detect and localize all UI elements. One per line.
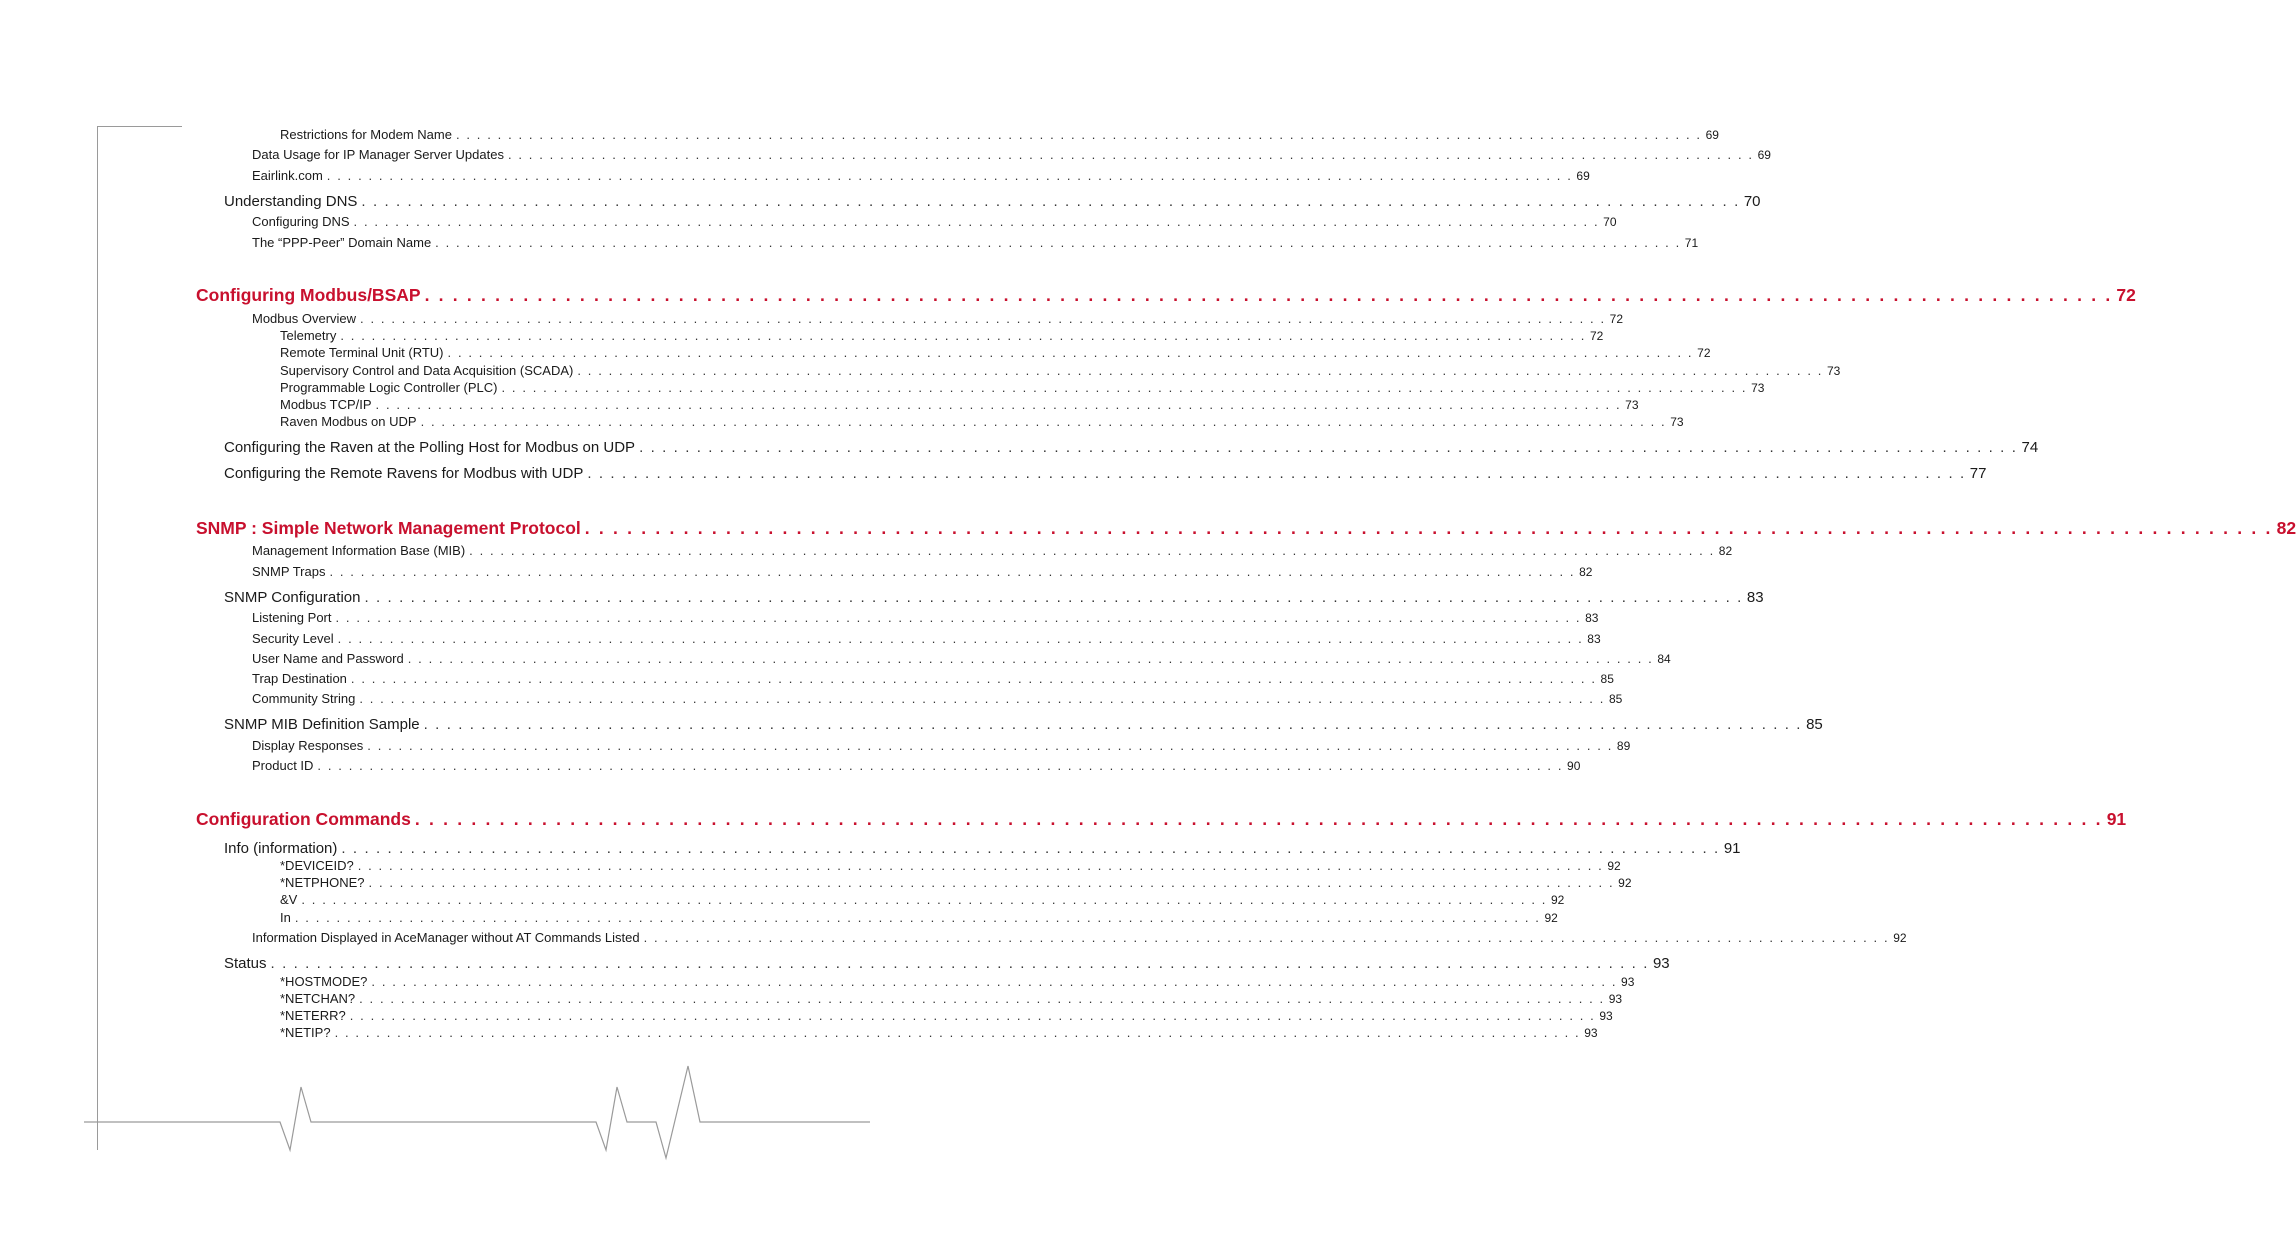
toc-entry-title: SNMP Configuration xyxy=(224,589,361,606)
toc-entry[interactable] xyxy=(280,875,1632,890)
toc-page-number: 93 xyxy=(1599,1009,1613,1023)
toc-leader-dots: . . . . . . . . . . . . . . . . . . . . . . . . . . . . . . . . . . . . . . . . . . . . . . . . . . . . . . . . . . . . . . . . . . . . . . . . . . . . . . . . . . . . . . . . . . . . . . . . . . . . . . . . . . . . . . . . . . . . . . . . xyxy=(371,974,1618,989)
toc-page-number: 91 xyxy=(2106,809,2127,829)
toc-leader-dots: . . . . . . . . . . . . . . . . . . . . . . . . . . . . . . . . . . . . . . . . . . . . . . . . . . . . . . . . . . . . . . . . . . . . . . . . . . . . . . . . . . . . . . . . . . . . . . . . . . . . . . . . . . . . . . . . . . . . . . . . xyxy=(639,439,2018,456)
toc-page-number: 82 xyxy=(2276,518,2296,538)
toc-page-number: 92 xyxy=(1550,893,1565,907)
toc-entry[interactable] xyxy=(252,631,1601,646)
toc-leader-dots: . . . . . . . . . . . . . . . . . . . . . . . . . . . . . . . . . . . . . . . . . . . . . . . . . . . . . . . . . . . . . . . . . . . . . . . . . . . . . . . . . . . . . . . . . . . . . . . . . . . . . . . . . . . . . . . . . . . . . . . . xyxy=(359,991,1605,1006)
toc-leader-dots: . . . . . . . . . . . . . . . . . . . . . . . . . . . . . . . . . . . . . . . . . . . . . . . . . . . . . . . . . . . . . . . . . . . . . . . . . . . . . . . . . . . . . . . . . . . . . . . . . . . . . . . . . . . . . . . . . . . . . . . . xyxy=(423,716,1803,733)
toc-leader-dots: . . . . . . . . . . . . . . . . . . . . . . . . . . . . . . . . . . . . . . . . . . . . . . . . . . . . . . . . . . . . . . . . . . . . . . . . . . . . . . . . . . . . . . . . . . . . . . . . . . . . . . . . . . . . . . . . . . . . . . . . xyxy=(340,328,1586,343)
toc-entry-title: Product ID xyxy=(252,758,314,773)
toc-entry-title: Remote Terminal Unit (RTU) xyxy=(280,345,444,360)
toc-entry-title: *NETERR? xyxy=(280,1008,346,1023)
toc-entry-title: Programmable Logic Controller (PLC) xyxy=(280,380,498,395)
toc-entry-title: Community String xyxy=(252,691,356,706)
toc-entry-title: In xyxy=(280,910,291,925)
toc-page-number: 92 xyxy=(1618,876,1632,890)
toc-entry[interactable] xyxy=(280,345,1711,360)
toc-entry[interactable] xyxy=(252,671,1614,686)
toc-entry-title: Restrictions for Modem Name xyxy=(280,127,452,142)
toc-leader-dots: . . . . . . . . . . . . . . . . . . . . . . . . . . . . . . . . . . . . . . . . . . . . . . . . . . . . . . . . . . . . . . . . . . . . . . . . . . . . . . . . . . . . . . . . . . . . . . . . . . . . . . . . . . . . . . . . . . . . . . . . xyxy=(329,564,1576,579)
toc-leader-dots: . . . . . . . . . . . . . . . . . . . . . . . . . . . . . . . . . . . . . . . . . . . . . . . . . . . . . . . . . . . . . . . . . . . . . . . . . . . . . . . . . . . . . . . . . . . . . . . . . . . . . . . . . . . . . . . . . . . . . . . . xyxy=(435,235,1681,250)
toc-page-number: 82 xyxy=(1579,565,1593,579)
toc-page-number: 85 xyxy=(1806,716,1823,733)
toc-page-number: 85 xyxy=(1600,672,1614,686)
toc-entry[interactable] xyxy=(252,691,1623,706)
toc-entry[interactable] xyxy=(252,651,1671,666)
toc-entry[interactable] xyxy=(224,840,1741,857)
toc-page-number: 73 xyxy=(1826,364,1841,378)
toc-entry-title: Info (information) xyxy=(224,840,338,857)
toc-entry[interactable] xyxy=(252,168,1590,183)
toc-page-number: 91 xyxy=(1723,840,1741,857)
toc-page-number: 69 xyxy=(1705,128,1719,142)
toc-entry[interactable] xyxy=(252,214,1617,229)
toc-leader-dots: . . . . . . . . . . . . . . . . . . . . . . . . . . . . . . . . . . . . . . . . . . . . . . . . . . . . . . . . . . . . . . . . . . . . . . . . . . . . . . . . . . . . . . . . . . . . . . . . . . . . . . . . . . . . . . . . . . . . . . . . xyxy=(455,127,1702,142)
footer-wave-line xyxy=(84,1066,870,1158)
toc-leader-dots: . . . . . . . . . . . . . . . . . . . . . . . . . . . . . . . . . . . . . . . . . . . . . . . . . . . . . . . . . . . . . . . . . . . . . . . . . . . . . . . . . . . . . . . . . . . . . . . . . . . . . . . . . . . . . . . . . . . . . . . . xyxy=(294,910,1541,925)
toc-entry-title: SNMP MIB Definition Sample xyxy=(224,716,420,733)
toc-page-number: 93 xyxy=(1621,975,1635,989)
toc-entry-title: Management Information Base (MIB) xyxy=(252,543,466,558)
toc-entry-title: Configuration Commands xyxy=(196,809,411,829)
toc-page-number: 72 xyxy=(1589,329,1604,343)
toc-entry-title: *NETCHAN? xyxy=(280,991,356,1006)
toc-leader-dots: . . . . . . . . . . . . . . . . . . . . . . . . . . . . . . . . . . . . . . . . . . . . . . . . . . . . . . . . . . . . . . . . . . . . . . . . . . . . . . . . . . . . . . . . . . . . . . . . . . . . . . . . . . . . . . . . . . . . . . . . xyxy=(507,147,1754,162)
toc-page-number: 69 xyxy=(1576,169,1590,183)
toc-page-number: 85 xyxy=(1608,692,1623,706)
toc-entry[interactable] xyxy=(280,397,1639,412)
toc-entry-title: Modbus TCP/IP xyxy=(280,397,372,412)
toc-entry[interactable] xyxy=(252,543,1733,558)
toc-entry-title: Configuring Modbus/BSAP xyxy=(196,285,421,305)
toc-page-number: 77 xyxy=(1969,465,1987,482)
toc-leader-dots: . . . . . . . . . . . . . . . . . . . . . . . . . . . . . . . . . . . . . . . . . . . . . . . . . . . . . . . . . . . . . . . . . . . . . . . . . . . . . . . . . . . . . . . . . . . . . . . . . . . . . . . . . . . . . . . . . . . . . . . . xyxy=(360,311,1606,326)
toc-entry[interactable] xyxy=(280,363,1841,378)
toc-entry[interactable] xyxy=(224,955,1670,972)
toc-leader-dots: . . . . . . . . . . . . . . . . . . . . . . . . . . . . . . . . . . . . . . . . . . . . . . . . . . . . . . . . . . . . . . . . . . . . . . . . . . . . . . . . . . . . . . . . . . . . . . . . . . . . . . . . . . . . . . . . . . . . . . . . xyxy=(364,589,1743,606)
toc-entry[interactable] xyxy=(252,610,1599,625)
toc-page-number: 90 xyxy=(1567,759,1581,773)
toc-page-number: 89 xyxy=(1616,739,1631,753)
toc-entry-title: Understanding DNS xyxy=(224,193,358,210)
toc-entry-title: Configuring the Remote Ravens for Modbus with UDP xyxy=(224,465,584,482)
toc-entry-title: *NETPHONE? xyxy=(280,875,365,890)
toc-entry[interactable] xyxy=(280,991,1623,1006)
toc-entry-title: *HOSTMODE? xyxy=(280,974,368,989)
toc-entry-title: Listening Port xyxy=(252,610,332,625)
toc-entry-title: &V xyxy=(280,892,298,907)
toc-leader-dots: . . . . . . . . . . . . . . . . . . . . . . . . . . . . . . . . . . . . . . . . . . . . . . . . . . . . . . . . . . . . . . . . . . . . . . . . . . . . . . . . . . . . . . . . . . . . . . . . . . . . . . . . . . . . . . . . . . . . . . . . xyxy=(337,631,1584,646)
toc-entry[interactable] xyxy=(252,758,1581,773)
toc-page-number: 83 xyxy=(1585,611,1599,625)
toc-page-number: 73 xyxy=(1670,415,1684,429)
toc-entry[interactable] xyxy=(280,974,1635,989)
toc-page-number: 72 xyxy=(1697,346,1711,360)
toc-leader-dots: . . . . . . . . . . . . . . . . . . . . . . . . . . . . . . . . . . . . . . . . . . . . . . . . . . . . . . . . . . . . . . . . . . . . . . . . . . . . . . . . . . . . . . . . . . . . . . . . . . . . . . . . . . . . . . . . . . . . . . . . xyxy=(367,738,1613,753)
toc-page-number: 83 xyxy=(1746,589,1764,606)
toc-entry[interactable] xyxy=(280,910,1558,925)
toc-entry-title: Security Level xyxy=(252,631,334,646)
toc-entry[interactable] xyxy=(280,1008,1613,1023)
toc-page-number: 92 xyxy=(1544,911,1558,925)
toc-page-number: 73 xyxy=(1751,381,1765,395)
toc-entry[interactable] xyxy=(280,858,1621,873)
toc-entry[interactable] xyxy=(252,738,1631,753)
toc-entry-title: *NETIP? xyxy=(280,1025,331,1040)
toc-entry[interactable] xyxy=(252,564,1593,579)
toc-page-number: 74 xyxy=(2021,439,2039,456)
toc-leader-dots: . . . . . . . . . . . . . . . . . . . . . . . . . . . . . . . . . . . . . . . . . . . . . . . . . . . . . . . . . . . . . . . . . . . . . . . . . . . . . . . . . . . . . . . . . . . . . . . . . . . . . . . . . . . . . . . . . . . . . . . . xyxy=(368,875,1615,890)
toc-page-number: 92 xyxy=(1893,931,1907,945)
toc-entry-title: Eairlink.com xyxy=(252,168,323,183)
toc-leader-dots: . . . . . . . . . . . . . . . . . . . . . . . . . . . . . . . . . . . . . . . . . . . . . . . . . . . . . . . . . . . . . . . . . . . . . . . . . . . . . . . . . . . . . . . . . . . . . . . . . . . . . . . . . . . . . . . . . . . . . . . . xyxy=(353,214,1600,229)
toc-page-number: 72 xyxy=(1609,312,1624,326)
toc-page-number: 93 xyxy=(1584,1026,1598,1040)
toc-leader-dots: . . . . . . . . . . . . . . . . . . . . . . . . . . . . . . . . . . . . . . . . . . . . . . . . . . . . . . . . . . . . . . . . . . . . . . . . . . . . . . . . . . . . . . . . . . . . . . . . . . . . . . . . . . . . . . . . . . . . . . . . xyxy=(334,1025,1581,1040)
toc-leader-dots: . . . . . . . . . . . . . . . . . . . . . . . . . . . . . . . . . . . . . . . . . . . . . . . . . . . . . . . . . . . . . . . . . . . . . . . . . . . . . . . . . . . . . . . . . . . . . . . . . . . . . . . . . . . . . . . . . . . . . . . . xyxy=(335,610,1582,625)
toc-leader-dots: . . . . . . . . . . . . . . . . . . . . . . . . . . . . . . . . . . . . . . . . . . . . . . . . . . . . . . . . . . . . . . . . . . . . . . . . . . . . . . . . . . . . . . . . . . . . . . . . . . . . . . . . . . . . . . . . . . . . . . . . xyxy=(341,840,1720,857)
toc-leader-dots: . . . . . . . . . . . . . . . . . . . . . . . . . . . . . . . . . . . . . . . . . . . . . . . . . . . . . . . . . . . . . . . . . . . . . . . . . . . . . . . . . . . . . . . . . . . . . . . . . . . . . . . . . . . . . . . . . . . . . . . . xyxy=(361,193,1740,210)
toc-leader-dots: . . . . . . . . . . . . . . . . . . . . . . . . . . . . . . . . . . . . . . . . . . . . . . . . . . . . . . . . . . . . . . . . . . . . . . . . . . . . . . . . . . . . . . . . . . . . . . . . . . . . . . . . . . . . . . . . . . . . . . . . xyxy=(587,465,1966,482)
toc-entry-title: Raven Modbus on UDP xyxy=(280,414,417,429)
toc-entry-title: User Name and Password xyxy=(252,651,404,666)
toc-entry[interactable] xyxy=(252,235,1699,250)
toc-page-number: 70 xyxy=(1603,215,1617,229)
toc-leader-dots: . . . . . . . . . . . . . . . . . . . . . . . . . . . . . . . . . . . . . . . . . . . . . . . . . . . . . . . . . . . . . . . . . . . . . . . . . . . . . . . . . . . . . . . . . . . . . . . . . . . . . . . . . . . . . . . . . . . . . . . . xyxy=(577,363,1823,378)
toc-leader-dots: . . . . . . . . . . . . . . . . . . . . . . . . . . . . . . . . . . . . . . . . . . . . . . . . . . . . . . . . . . . . . . . . . . . . . . . . . . . . . . . . . . . . . . . . . . . . . . . . . . . . . . . . . . . . . . . . . . . . . . . . xyxy=(420,414,1667,429)
toc-entry-title: *DEVICEID? xyxy=(280,858,354,873)
toc-leader-dots: . . . . . . . . . . . . . . . . . . . . . . . . . . . . . . . . . . . . . . . . . . . . . . . . . . . . . . . . . . . . . . . . . . . . . . . . . . . . . . . . . . . . . . . . . . . . . . . . . . . . . . . . . . . . . . . . . . . . . . . . xyxy=(469,543,1715,558)
toc-page-number: 92 xyxy=(1607,859,1621,873)
toc-page-number: 84 xyxy=(1657,652,1671,666)
toc-leader-dots: . . . . . . . . . . . . . . . . . . . . . . . . . . . . . . . . . . . . . . . . . . . . . . . . . . . . . . . . . . . . . . . . . . . . . . . . . . . . . . . . . . . . . . . . . . . . . . . . . . . . . . . . . . . . . . . . . . . . . . . . xyxy=(317,758,1564,773)
toc-entry-title: Configuring the Raven at the Polling Host for Modbus on UDP xyxy=(224,439,636,456)
toc-entry-title: Modbus Overview xyxy=(252,311,357,326)
toc-leader-dots: . . . . . . . . . . . . . . . . . . . . . . . . . . . . . . . . . . . . . . . . . . . . . . . . . . . . . . . . . . . . . . . . . . . . . . . . . . . . . . . . . . . . . . . . . . . . . . . . . . . . . . . . . . . . . . . . . . . . . . . . xyxy=(349,1008,1596,1023)
toc-entry[interactable] xyxy=(252,930,1907,945)
toc-entry-title: Configuring DNS xyxy=(252,214,350,229)
toc-entry[interactable] xyxy=(252,311,1624,326)
toc-entry[interactable] xyxy=(280,1025,1598,1040)
toc-leader-dots: . . . . . . . . . . . . . . . . . . . . . . . . . . . . . . . . . . . . . . . . . . . . . . . . . . . . . . . . . . . . . . . . . . . . . . . . . . . . . . . . . . . . . . . . . . . . . . . . . . . . . . . . . . . . . . . . . . . . . . . . xyxy=(407,651,1654,666)
toc-chapter-heading[interactable] xyxy=(196,809,2127,830)
toc-chapter-heading[interactable] xyxy=(196,285,2136,306)
toc-leader-dots: . . . . . . . . . . . . . . . . . . . . . . . . . . . . . . . . . . . . . . . . . . . . . . . . . . . . . . . . . . . . . . . . . . . . . . . . . . . . . . . . . . . . . . . . . . . . . . . . . . . . . . . . . . . . . . . . . . . . . . . . xyxy=(359,691,1605,706)
toc-leader-dots: . . . . . . . . . . . . . . . . . . . . . . . . . . . . . . . . . . . . . . . . . . . . . . . . . . . . . . . . . . . . . . . . . . . . . . . . . . . . . . . . . . . . . . . . . . . . . . . . . . . . . . . . . . . . . . . . . . . . . . . . xyxy=(326,168,1573,183)
toc-leader-dots: . . . . . . . . . . . . . . . . . . . . . . . . . . . . . . . . . . . . . . . . . . . . . . . . . . . . . . . . . . . . . . . . . . . . . . . . . . . . . . . . . . . . . . . . . . . . . . . . . . . . . . . . . . . . . . . . . . . . . . . . xyxy=(375,397,1622,412)
toc-entry-title: The “PPP-Peer” Domain Name xyxy=(252,235,432,250)
toc-chapter-heading[interactable] xyxy=(196,518,2296,539)
toc-leader-dots: . . . . . . . . . . . . . . . . . . . . . . . . . . . . . . . . . . . . . . . . . . . . . . . . . . . . . . . . . . . . . . . . . . . . . . . . . . . . . . . . . . . . . . . . . . . . . . . . . . . . . . . . . . . . . . . . . . . . . . . . xyxy=(447,345,1694,360)
toc-leader-dots: . . . . . . . . . . . . . . . . . . . . . . . . . . . . . . . . . . . . . . . . . . . . . . . . . . . . . . . . . . . . . . . . . . . . . . . . . . . . . . . . . . . . . . . . . . . . . . . . . . . . . . . . . . . . . . . . . . . . . . . . xyxy=(584,518,2273,538)
toc-page-number: 71 xyxy=(1684,236,1699,250)
toc-page-number: 82 xyxy=(1718,544,1733,558)
toc-entry-title: SNMP Traps xyxy=(252,564,326,579)
toc-leader-dots: . . . . . . . . . . . . . . . . . . . . . . . . . . . . . . . . . . . . . . . . . . . . . . . . . . . . . . . . . . . . . . . . . . . . . . . . . . . . . . . . . . . . . . . . . . . . . . . . . . . . . . . . . . . . . . . . . . . . . . . . xyxy=(270,955,1649,972)
toc-leader-dots: . . . . . . . . . . . . . . . . . . . . . . . . . . . . . . . . . . . . . . . . . . . . . . . . . . . . . . . . . . . . . . . . . . . . . . . . . . . . . . . . . . . . . . . . . . . . . . . . . . . . . . . . . . . . . . . . . . . . . . . . xyxy=(501,380,1748,395)
toc-entry-title: Information Displayed in AceManager without AT Commands Listed xyxy=(252,930,640,945)
toc-entry[interactable] xyxy=(280,328,1604,343)
toc-page-number: 73 xyxy=(1625,398,1639,412)
toc-entry[interactable] xyxy=(224,439,2039,456)
toc-leader-dots: . . . . . . . . . . . . . . . . . . . . . . . . . . . . . . . . . . . . . . . . . . . . . . . . . . . . . . . . . . . . . . . . . . . . . . . . . . . . . . . . . . . . . . . . . . . . . . . . . . . . . . . . . . . . . . . . . . . . . . . . xyxy=(357,858,1604,873)
toc-entry[interactable] xyxy=(224,465,1987,482)
toc-entry[interactable] xyxy=(280,414,1684,429)
toc-leader-dots: . . . . . . . . . . . . . . . . . . . . . . . . . . . . . . . . . . . . . . . . . . . . . . . . . . . . . . . . . . . . . . . . . . . . . . . . . . . . . . . . . . . . . . . . . . . . . . . . . . . . . . . . . . . . . . . . . . . . . . . . xyxy=(301,892,1547,907)
toc-entry-title: SNMP : Simple Network Management Protocol xyxy=(196,518,581,538)
toc-entry[interactable] xyxy=(280,892,1565,907)
toc-page-number: 93 xyxy=(1608,992,1623,1006)
toc-leader-dots: . . . . . . . . . . . . . . . . . . . . . . . . . . . . . . . . . . . . . . . . . . . . . . . . . . . . . . . . . . . . . . . . . . . . . . . . . . . . . . . . . . . . . . . . . . . . . . . . . . . . . . . . . . . . . . . . . . . . . . . . xyxy=(643,930,1890,945)
toc-entry[interactable] xyxy=(280,380,1765,395)
toc-entry[interactable] xyxy=(280,127,1719,142)
toc-leader-dots: . . . . . . . . . . . . . . . . . . . . . . . . . . . . . . . . . . . . . . . . . . . . . . . . . . . . . . . . . . . . . . . . . . . . . . . . . . . . . . . . . . . . . . . . . . . . . . . . . . . . . . . . . . . . . . . . . . . . . . . . xyxy=(350,671,1597,686)
toc-page-number: 83 xyxy=(1587,632,1601,646)
toc-page-number: 70 xyxy=(1743,193,1761,210)
toc-page-number: 93 xyxy=(1652,955,1670,972)
toc-entry-title: Status xyxy=(224,955,267,972)
toc-entry[interactable] xyxy=(252,147,1771,162)
toc-entry[interactable] xyxy=(224,716,1823,733)
toc-entry-title: Data Usage for IP Manager Server Updates xyxy=(252,147,504,162)
toc-entry[interactable] xyxy=(224,589,1764,606)
toc-entry-title: Supervisory Control and Data Acquisition (SCADA) xyxy=(280,363,574,378)
toc-entry-title: Telemetry xyxy=(280,328,337,343)
toc-leader-dots: . . . . . . . . . . . . . . . . . . . . . . . . . . . . . . . . . . . . . . . . . . . . . . . . . . . . . . . . . . . . . . . . . . . . . . . . . . . . . . . . . . . . . . . . . . . . . . . . . . . . . . . . . . . . . . . . . . . . . . . . xyxy=(424,285,2113,305)
toc-leader-dots: . . . . . . . . . . . . . . . . . . . . . . . . . . . . . . . . . . . . . . . . . . . . . . . . . . . . . . . . . . . . . . . . . . . . . . . . . . . . . . . . . . . . . . . . . . . . . . . . . . . . . . . . . . . . . . . . . . . . . . . . xyxy=(414,809,2103,829)
toc-page-number: 72 xyxy=(2116,285,2136,305)
toc-entry-title: Trap Destination xyxy=(252,671,347,686)
toc-entry[interactable] xyxy=(224,193,1761,210)
toc-entry-title: Display Responses xyxy=(252,738,364,753)
toc-page-number: 69 xyxy=(1757,148,1771,162)
